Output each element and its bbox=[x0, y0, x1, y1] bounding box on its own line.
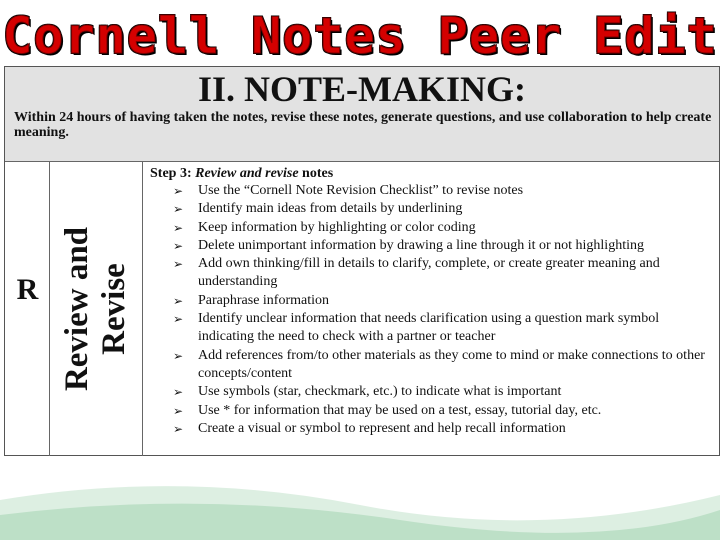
label-column bbox=[51, 162, 143, 456]
list-item-text: Identify unclear information that needs clarification using a question mark symbol indicating the need to check with a partner or teacher bbox=[198, 311, 660, 345]
section-heading: II. NOTE-MAKING: bbox=[197, 69, 526, 109]
letter-column bbox=[5, 162, 50, 456]
cornell-notes-document bbox=[4, 66, 720, 456]
step-heading bbox=[150, 166, 333, 182]
list-item-text: Create a visual or symbol to represent and help recall information bbox=[198, 420, 566, 436]
list-item-text: Use * for information that may be used on a test, essay, tutorial day, etc. bbox=[198, 402, 602, 418]
step-prefix: Step 3: bbox=[150, 166, 196, 181]
arrow-bullet-icon: ➢ bbox=[173, 257, 184, 272]
list-item-text: Add references from/to other materials as they come to mind or make connections to other concepts/content bbox=[198, 347, 705, 381]
content-column bbox=[144, 162, 719, 456]
list-item bbox=[173, 292, 713, 310]
arrow-bullet-icon: ➢ bbox=[173, 184, 184, 198]
section-description: Within 24 hours of having taken the notes, revise these notes, generate questions, and use collaboration to help create meaning. bbox=[14, 110, 712, 140]
list-item-text: Identify main ideas from details by underlining bbox=[198, 201, 463, 217]
step-suffix: notes bbox=[298, 166, 334, 181]
arrow-bullet-icon: ➢ bbox=[173, 293, 184, 308]
arrow-bullet-icon: ➢ bbox=[173, 421, 184, 436]
list-item bbox=[173, 383, 713, 401]
arrow-bullet-icon: ➢ bbox=[173, 220, 184, 235]
arrow-bullet-icon: ➢ bbox=[173, 385, 184, 400]
list-item-text: Use the “Cornell Note Revision Checklist” to revise notes bbox=[198, 183, 524, 198]
arrow-bullet-icon: ➢ bbox=[173, 348, 184, 363]
arrow-bullet-icon: ➢ bbox=[173, 403, 184, 418]
label-line-1: Review and bbox=[59, 226, 95, 392]
list-item-text: Keep information by highlighting or color coding bbox=[198, 219, 476, 235]
list-item-text: Paraphrase information bbox=[198, 292, 330, 308]
list-item-text: Delete unimportant information by drawing a line through it or not highlighting bbox=[198, 237, 644, 253]
step-title: Review and revise bbox=[195, 166, 299, 181]
list-item bbox=[173, 255, 713, 292]
list-item-text: Use symbols (star, checkmark, etc.) to indicate what is important bbox=[198, 384, 562, 400]
arrow-bullet-icon: ➢ bbox=[173, 202, 184, 217]
list-item bbox=[173, 420, 713, 438]
arrow-bullet-icon: ➢ bbox=[173, 312, 184, 327]
rotated-label bbox=[59, 209, 135, 409]
list-item bbox=[173, 310, 713, 347]
list-item bbox=[173, 237, 713, 255]
list-item bbox=[173, 402, 713, 420]
list-item bbox=[173, 182, 713, 200]
step-letter: R bbox=[16, 273, 39, 306]
list-item bbox=[173, 347, 713, 384]
list-item bbox=[173, 200, 713, 218]
label-line-2: Revise bbox=[96, 263, 132, 355]
slide-title: Cornell Notes Peer Edit bbox=[2, 7, 718, 65]
list-item bbox=[173, 219, 713, 237]
revision-steps-list bbox=[173, 182, 713, 438]
section-header bbox=[5, 67, 719, 162]
list-item-text: Add own thinking/fill in details to clarify, complete, or create greater meaning and understanding bbox=[198, 256, 660, 290]
arrow-bullet-icon: ➢ bbox=[173, 238, 184, 253]
